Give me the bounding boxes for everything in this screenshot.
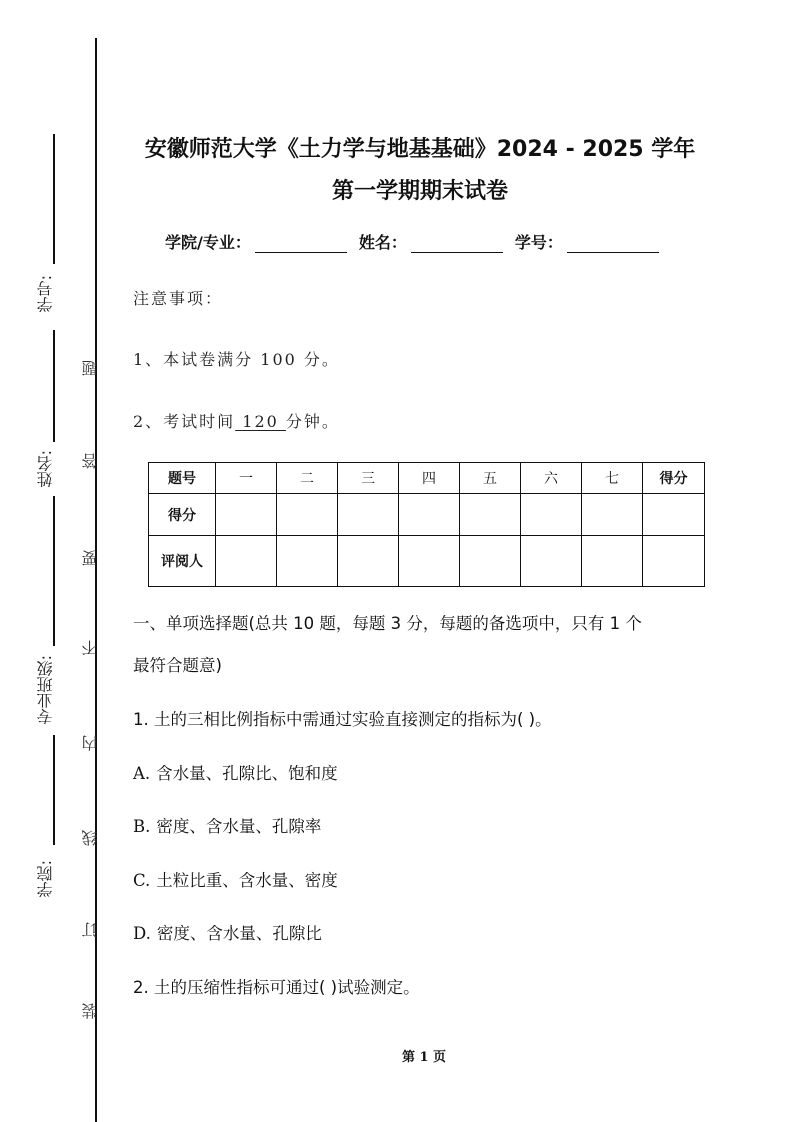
exam-duration: 120 xyxy=(235,412,286,431)
note-item-2-suffix: 分钟。 xyxy=(285,412,340,431)
score-table xyxy=(148,462,705,587)
section-heading-line2: 最符合题意) xyxy=(133,656,222,675)
option-text: 密度、含水量、孔隙比 xyxy=(156,924,322,943)
student-id-field[interactable] xyxy=(567,236,659,253)
header-cell: 五 xyxy=(460,463,521,494)
question-1-option-d[interactable] xyxy=(133,920,322,944)
score-row xyxy=(149,494,705,536)
notes-heading: 注意事项： xyxy=(133,289,224,308)
reviewer-cell[interactable] xyxy=(521,536,582,587)
section-heading-line1: 一、单项选择题(总共 10 题，每题 3 分，每题的备选项中，只有 1 个 xyxy=(133,614,642,633)
header-cell: 四 xyxy=(399,463,460,494)
option-key: C. xyxy=(133,871,151,890)
name-field[interactable] xyxy=(411,236,503,253)
header-cell: 三 xyxy=(338,463,399,494)
score-table-header xyxy=(149,463,705,494)
question-1-option-b[interactable] xyxy=(133,813,321,837)
header-cell: 六 xyxy=(521,463,582,494)
score-cell[interactable] xyxy=(582,494,643,536)
note-item-1: 1、本试卷满分 100 分。 xyxy=(133,350,340,369)
note-item-2-prefix: 2、考试时间 xyxy=(133,412,236,431)
seal-char: 订 xyxy=(81,922,100,938)
reviewer-cell[interactable] xyxy=(216,536,277,587)
seal-char: 答 xyxy=(81,453,100,469)
student-id-underline xyxy=(53,134,55,264)
option-text: 土粒比重、含水量、密度 xyxy=(156,871,338,890)
student-id-field-label: 学号： xyxy=(514,233,563,252)
question-2-stem: 2. 土的压缩性指标可通过( )试验测定。 xyxy=(133,978,420,997)
name-underline xyxy=(53,330,55,442)
header-cell: 得分 xyxy=(643,463,705,494)
header-cell: 一 xyxy=(216,463,277,494)
reviewer-cell[interactable] xyxy=(338,536,399,587)
exam-title-line2: 第一学期期末试卷 xyxy=(331,179,508,204)
score-cell[interactable] xyxy=(460,494,521,536)
major-class-underline xyxy=(53,496,55,646)
header-cell: 二 xyxy=(277,463,338,494)
college-label: 学院: xyxy=(36,860,55,898)
note-item-2 xyxy=(133,409,340,432)
exam-title-line1: 安徽师范大学《土力学与地基基础》2024 - 2025 学年 xyxy=(144,137,696,162)
row-label: 评阅人 xyxy=(149,536,216,587)
name-field-label: 姓名： xyxy=(358,233,407,252)
college-underline xyxy=(53,735,55,845)
header-cell: 七 xyxy=(582,463,643,494)
option-key: D. xyxy=(133,924,151,943)
score-cell[interactable] xyxy=(399,494,460,536)
reviewer-cell[interactable] xyxy=(460,536,521,587)
student-id-label: 学号: xyxy=(36,275,55,313)
seal-char: 题 xyxy=(81,360,100,376)
question-1-stem: 1. 土的三相比例指标中需通过实验直接测定的指标为( )。 xyxy=(133,710,552,729)
reviewer-cell[interactable] xyxy=(277,536,338,587)
score-cell[interactable] xyxy=(521,494,582,536)
name-label: 姓名: xyxy=(36,450,55,488)
seal-char: 内 xyxy=(81,735,100,751)
option-text: 密度、含水量、孔隙率 xyxy=(156,817,322,836)
question-1-option-c[interactable] xyxy=(133,867,338,891)
seal-char: 装 xyxy=(81,1003,100,1019)
seal-char: 不 xyxy=(81,640,100,656)
score-cell[interactable] xyxy=(216,494,277,536)
page-number: 第 1 页 xyxy=(401,1050,447,1065)
student-info-row xyxy=(165,230,671,253)
major-class-label: 专业班级: xyxy=(36,655,55,725)
reviewer-row xyxy=(149,536,705,587)
college-major-field[interactable] xyxy=(255,236,347,253)
score-cell[interactable] xyxy=(338,494,399,536)
reviewer-cell[interactable] xyxy=(582,536,643,587)
reviewer-cell[interactable] xyxy=(643,536,705,587)
header-cell: 题号 xyxy=(149,463,216,494)
seal-char: 线 xyxy=(81,830,100,846)
score-cell[interactable] xyxy=(643,494,705,536)
college-major-label: 学院/专业： xyxy=(165,233,251,252)
question-1-option-a[interactable] xyxy=(133,760,338,784)
option-key: B. xyxy=(133,817,151,836)
seal-char: 要 xyxy=(81,550,100,566)
binding-line xyxy=(95,38,97,1122)
reviewer-cell[interactable] xyxy=(399,536,460,587)
score-cell[interactable] xyxy=(277,494,338,536)
option-text: 含水量、孔隙比、饱和度 xyxy=(156,764,338,783)
row-label: 得分 xyxy=(149,494,216,536)
option-key: A. xyxy=(133,764,151,783)
